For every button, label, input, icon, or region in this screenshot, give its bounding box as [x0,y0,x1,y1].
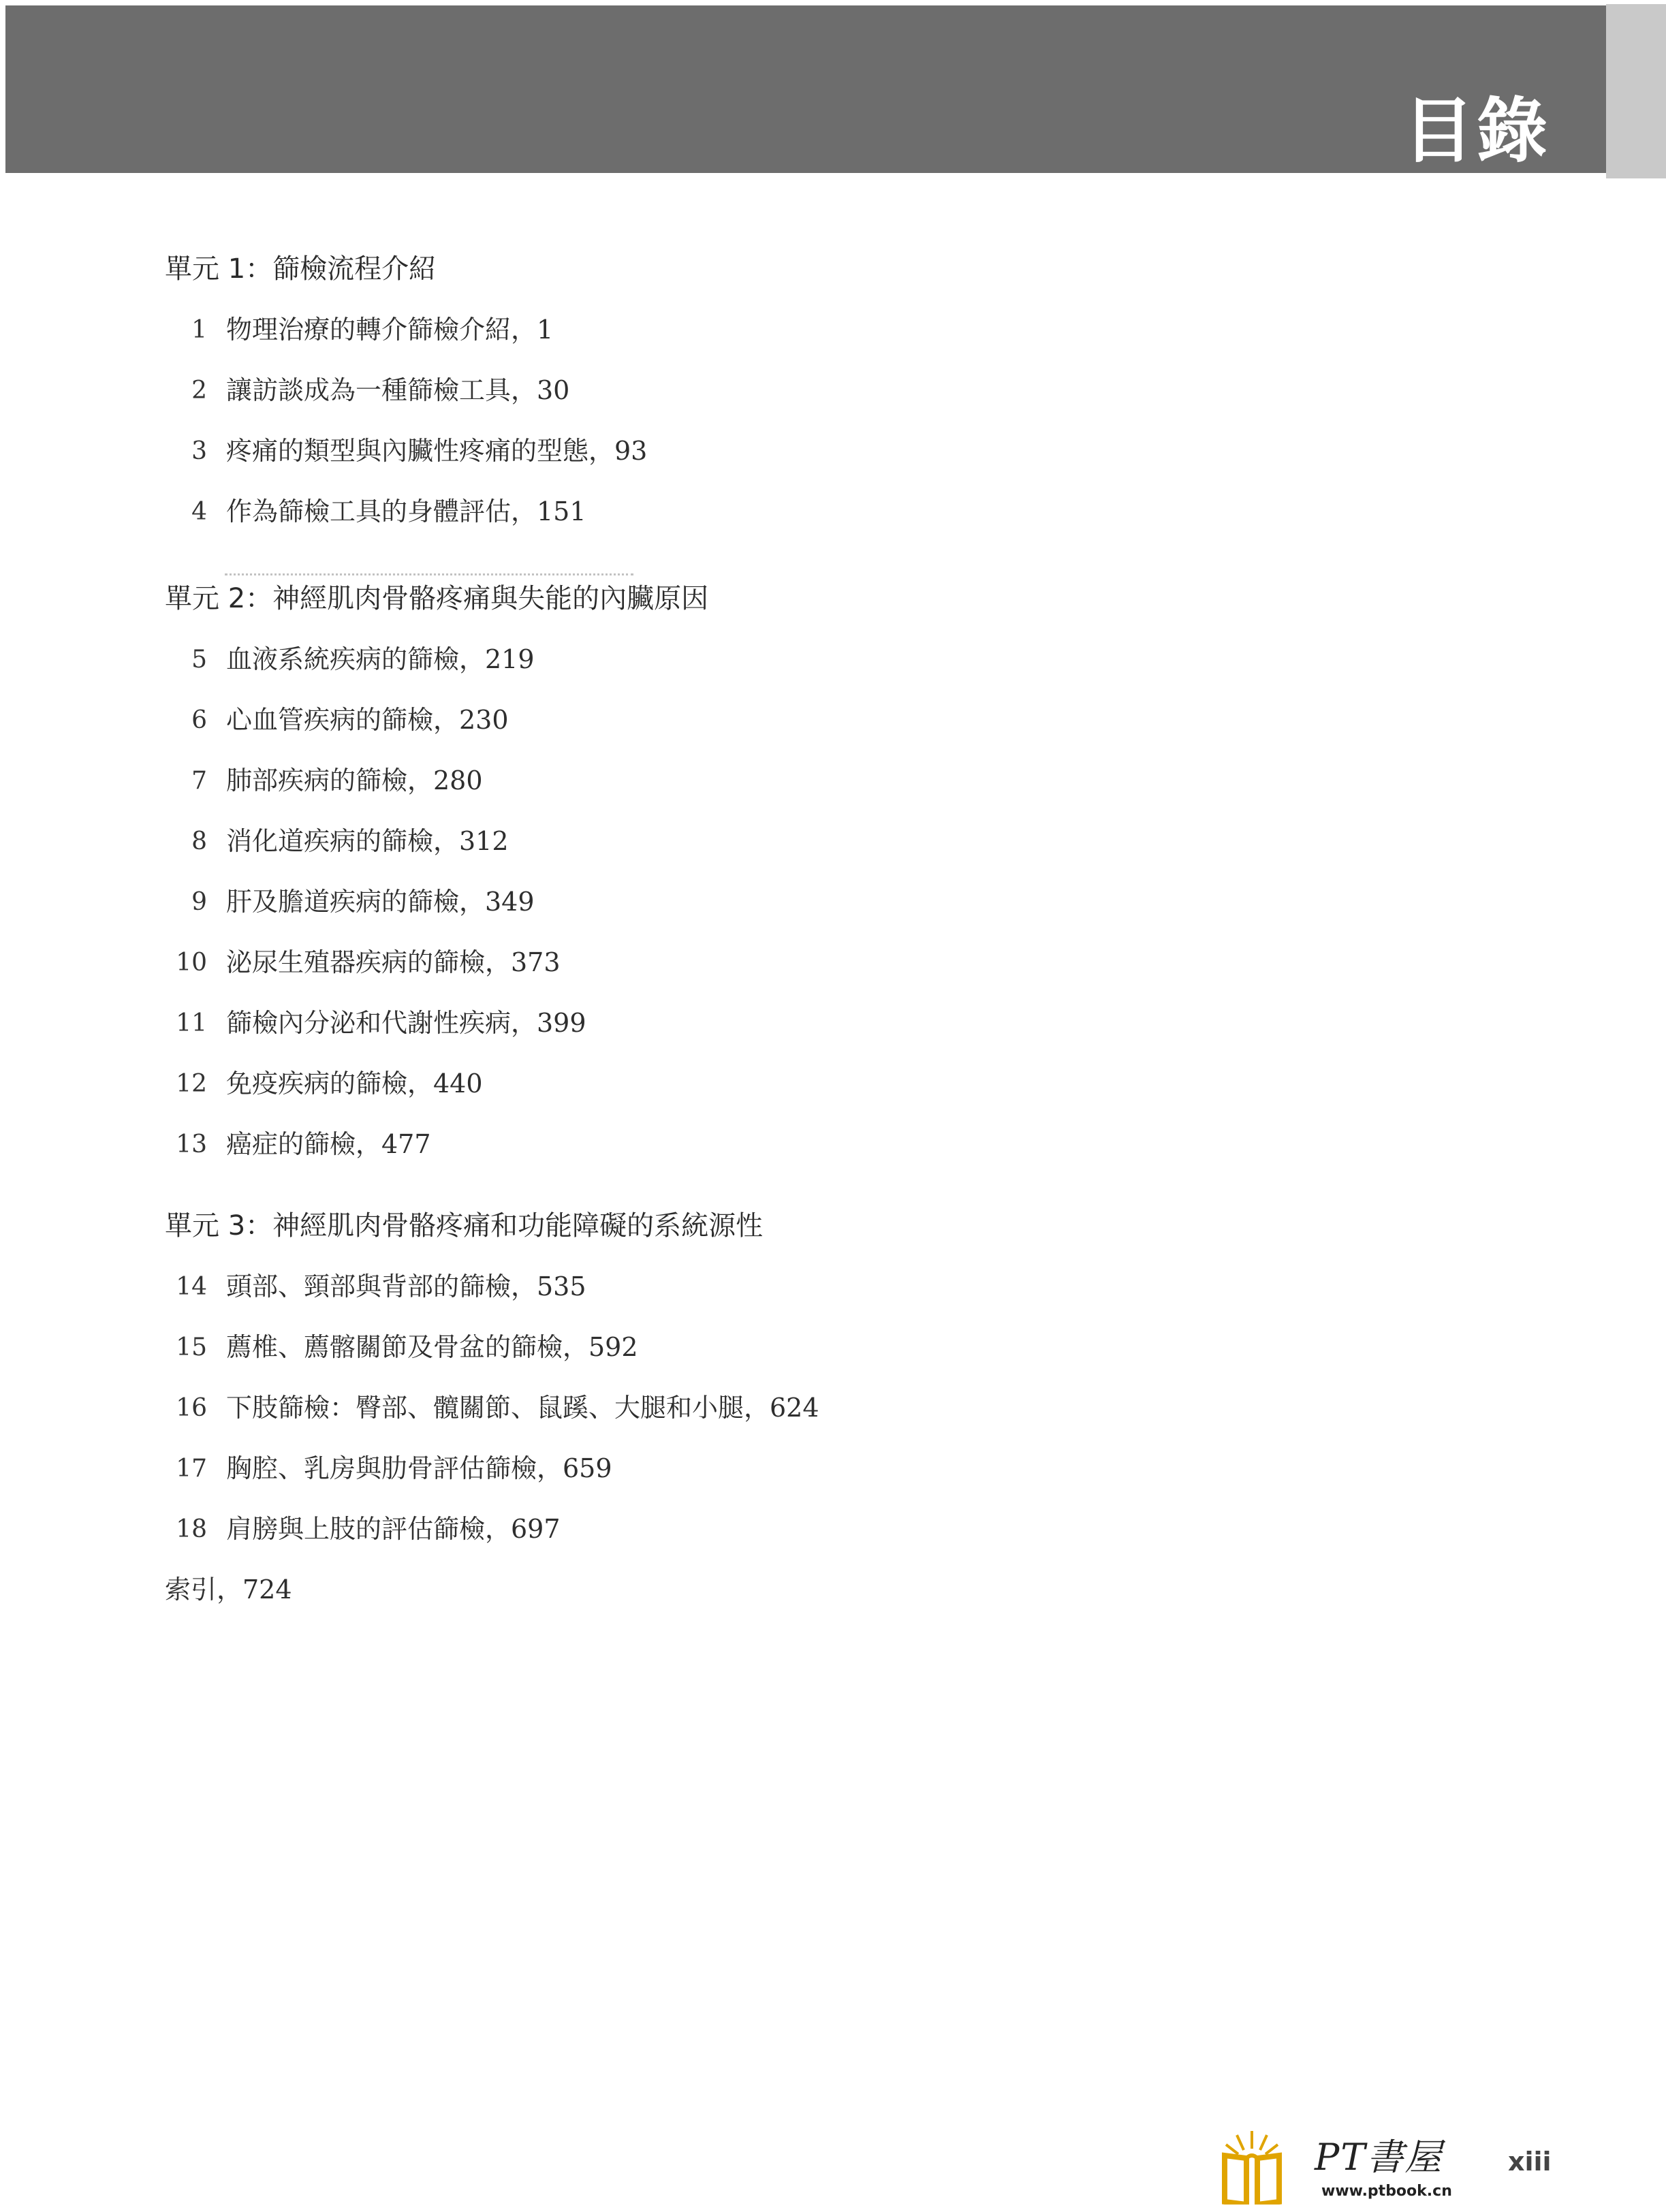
unit-heading: 單元 2：神經肌肉骨骼疼痛與失能的內臟原因 [165,583,709,614]
chapter-number: 18 [176,1515,207,1543]
toc-entry[interactable] [165,993,1255,1054]
chapter-number: 3 [191,437,207,465]
unit-heading: 單元 1：篩檢流程介紹 [165,253,437,285]
chapter-number: 7 [191,767,207,795]
toc-entry[interactable] [165,300,1255,360]
chapter-number: 8 [191,827,207,855]
spacer [165,542,1255,568]
toc-entry[interactable] [165,1499,1255,1560]
chapter-title: 疼痛的類型與內臟性疼痛的型態，93 [226,436,648,466]
chapter-title: 血液系統疾病的篩檢，219 [226,644,535,674]
chapter-number: 10 [176,949,207,977]
chapter-number: 14 [176,1273,207,1301]
toc-entry[interactable] [165,872,1255,932]
toc-entry[interactable] [165,629,1255,690]
chapter-title: 頭部、頸部與背部的篩檢，535 [226,1271,586,1301]
chapter-number: 9 [191,888,207,916]
book-logo-icon [1219,2128,1301,2205]
page-title: 目錄 [1402,89,1550,172]
unit-1 [165,238,1255,542]
chapter-title: 下肢篩檢：臀部、髖關節、鼠蹊、大腿和小腿，624 [226,1393,819,1423]
chapter-title: 讓訪談成為一種篩檢工具，30 [226,375,570,405]
header-edge [1606,4,1666,178]
chapter-number: 15 [176,1333,207,1361]
chapter-title: 心血管疾病的篩檢，230 [226,705,509,735]
toc-entry[interactable] [165,421,1255,481]
chapter-number: 6 [191,706,207,734]
toc-entry[interactable] [165,360,1255,421]
toc-entry[interactable] [165,750,1255,811]
toc-entry[interactable] [165,690,1255,750]
unit-heading: 單元 3：神經肌肉骨骼疼痛和功能障礙的系統源性 [165,1210,764,1242]
chapter-title: 消化道疾病的篩檢，312 [226,826,509,856]
toc-entry[interactable] [165,1317,1255,1378]
toc-entry[interactable] [165,1438,1255,1499]
chapter-number: 2 [191,377,207,405]
chapter-title: 免疫疾病的篩檢，440 [226,1069,483,1099]
header-band [5,5,1606,173]
unit-3 [165,1195,1255,1560]
chapter-number: 4 [191,498,207,526]
table-of-contents [165,238,1255,1620]
toc-entry[interactable] [165,1054,1255,1114]
toc-entry[interactable] [165,1378,1255,1438]
chapter-number: 11 [176,1009,207,1037]
chapter-number: 12 [176,1070,207,1098]
chapter-title: 薦椎、薦髂關節及骨盆的篩檢，592 [226,1332,638,1362]
chapter-title: 篩檢內分泌和代謝性疾病，399 [226,1008,586,1038]
chapter-number: 16 [176,1394,207,1422]
watermark-name: PT書屋 [1315,2136,1443,2179]
spacer [165,1175,1255,1195]
watermark-url[interactable]: www.ptbook.cn [1321,2183,1452,2200]
chapter-number: 13 [176,1131,207,1158]
page-number: xiii [1508,2147,1552,2177]
chapter-title: 物理治療的轉介篩檢介紹，1 [226,315,554,345]
chapter-title: 癌症的篩檢，477 [226,1129,431,1159]
unit-2 [165,568,1255,1175]
chapter-title: 肝及膽道疾病的篩檢，349 [226,887,535,917]
toc-entry[interactable] [165,811,1255,872]
chapter-number: 5 [191,646,207,674]
index-entry[interactable]: 索引，724 [165,1575,292,1605]
toc-entry[interactable] [165,1114,1255,1175]
chapter-title: 肺部疾病的篩檢，280 [226,765,483,795]
chapter-number: 17 [176,1455,207,1483]
watermark [1219,2115,1478,2210]
chapter-title: 泌尿生殖器疾病的篩檢，373 [226,947,561,977]
toc-entry[interactable] [165,481,1255,542]
toc-entry[interactable] [165,1257,1255,1317]
chapter-title: 作為篩檢工具的身體評估，151 [226,496,586,526]
chapter-title: 肩膀與上肢的評估篩檢，697 [226,1514,561,1544]
chapter-number: 1 [191,316,207,344]
toc-entry[interactable] [165,932,1255,993]
chapter-title: 胸腔、乳房與肋骨評估篩檢，659 [226,1453,612,1483]
